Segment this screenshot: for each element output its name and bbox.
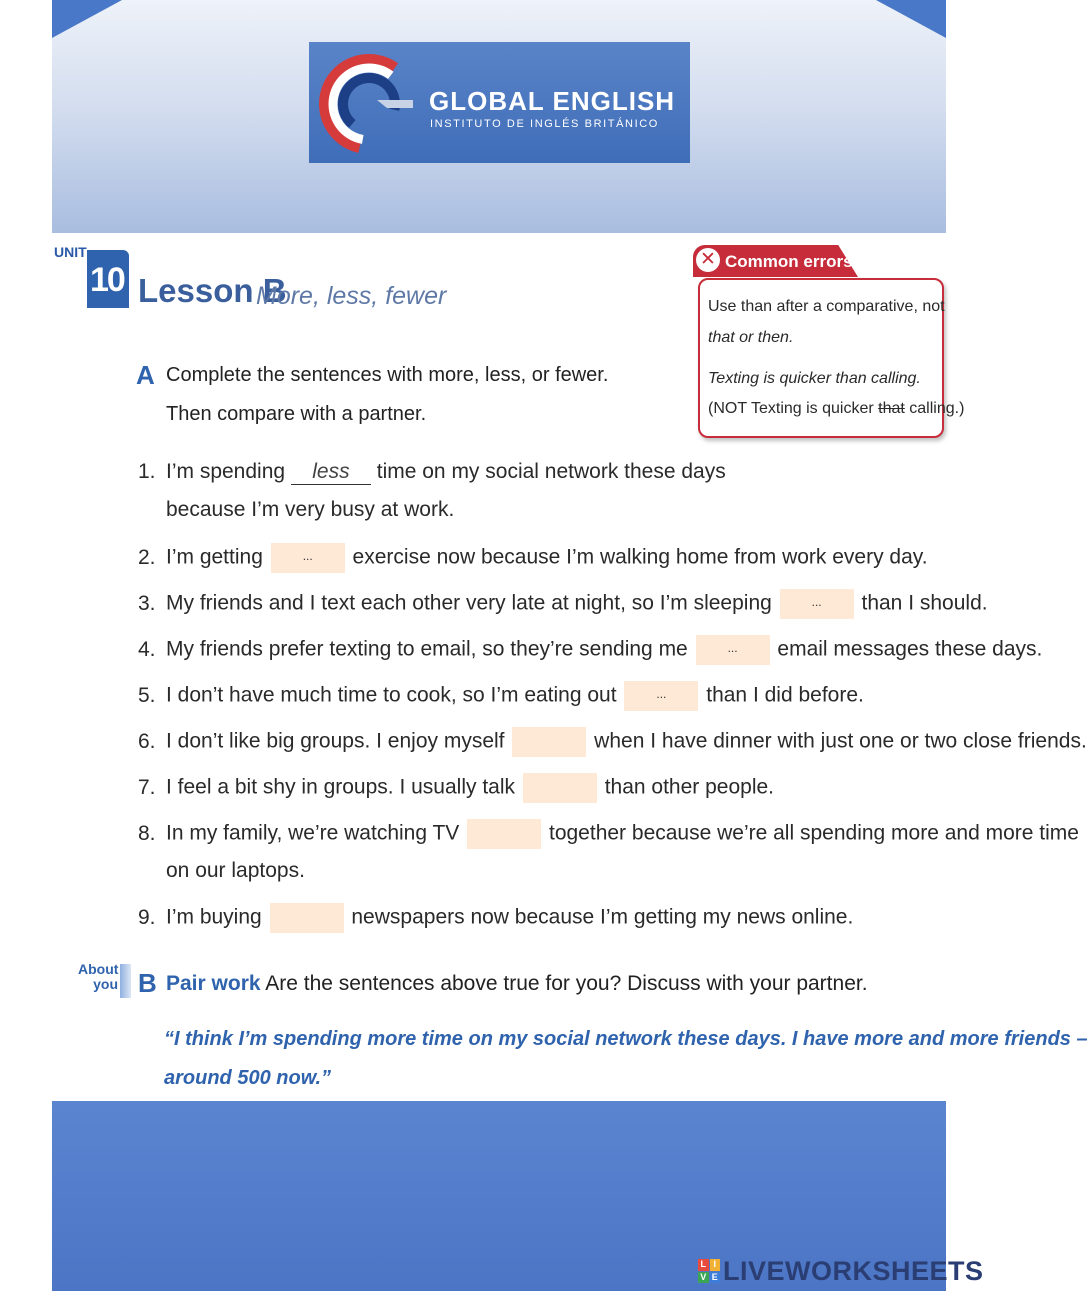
section-a-letter: A: [136, 360, 155, 390]
exercise-item-2: 2. I’m getting ... exercise now because I’m walking home from work every day.: [138, 543, 928, 573]
section-b-letter: B: [138, 968, 157, 998]
common-errors-line: Use than after a comparative, not: [708, 298, 945, 315]
example-quote-continued: around 500 now.”: [164, 1067, 332, 1089]
unit-number: 10: [90, 261, 124, 299]
exercise-item-4: 4. My friends prefer texting to email, so they’re sending me ... email messages these days.: [138, 635, 1042, 665]
lesson-subtitle: More, less, fewer: [256, 282, 447, 310]
answer-blank[interactable]: [512, 727, 586, 757]
answer-blank[interactable]: [467, 819, 541, 849]
section-a-instruction: Then compare with a partner.: [166, 403, 427, 425]
liveworksheets-logo: [698, 1256, 984, 1286]
exercise-item-3: 3. My friends and I text each other very late at night, so I’m sleeping ... than I should.: [138, 589, 988, 619]
exercise-item-1: 1. I’m spending less time on my social network these days: [138, 460, 726, 483]
exercise-item-9: 9. I’m buying newspapers now because I’m getting my news online.: [138, 903, 853, 933]
answer-blank[interactable]: ...: [780, 589, 854, 619]
example-answer: less: [291, 460, 371, 485]
common-errors-not-example: (NOT Texting is quicker that calling.): [708, 400, 965, 417]
answer-blank[interactable]: [523, 773, 597, 803]
section-b-instruction: Pair work Are the sentences above true for you? Discuss with your partner.: [166, 972, 868, 995]
cross-icon: ✕: [696, 248, 720, 272]
section-a-instruction: Complete the sentences with more, less, or fewer.: [166, 364, 609, 386]
lesson-title: Lesson B: [138, 272, 287, 309]
common-errors-example: Texting is quicker than calling.: [708, 370, 921, 387]
globe-logo-icon: [317, 50, 427, 155]
liveworksheets-text: LIVEWORKSHEETS: [723, 1255, 984, 1286]
about-you-label: About you: [78, 961, 119, 992]
exercise-item-5: 5. I don’t have much time to cook, so I’m eating out ... than I did before.: [138, 681, 864, 711]
common-errors-title: Common errors: [725, 252, 853, 271]
struck-word: that: [878, 400, 905, 417]
exercise-item-7: 7. I feel a bit shy in groups. I usually talk than other people.: [138, 773, 774, 803]
logo-subtitle: INSTITUTO DE INGLÉS BRITÁNICO: [430, 118, 659, 130]
logo-brand-text: GLOBAL ENGLISH: [429, 86, 676, 116]
common-errors-line: that or then.: [708, 329, 794, 346]
pair-work-label: Pair work: [166, 972, 261, 995]
answer-blank[interactable]: [270, 903, 344, 933]
exercise-item-8: 8. In my family, we’re watching TV together because we’re all spending more and more time: [138, 819, 1079, 849]
global-english-logo: [309, 42, 690, 163]
answer-blank[interactable]: ...: [624, 681, 698, 711]
answer-blank[interactable]: ...: [696, 635, 770, 665]
exercise-item-8-continued: on our laptops.: [166, 859, 305, 882]
exercise-item-6: 6. I don’t like big groups. I enjoy myself when I have dinner with just one or two close friends.: [138, 727, 1087, 757]
unit-label: UNIT: [54, 244, 87, 260]
about-you-bar: [120, 964, 131, 998]
worksheet-page: [52, 0, 1088, 1291]
answer-blank[interactable]: ...: [271, 543, 345, 573]
liveworksheets-icon: L I V E: [698, 1259, 720, 1283]
example-quote: “I think I’m spending more time on my social network these days. I have more and more friends –: [164, 1028, 1088, 1050]
exercise-item-1-continued: because I’m very busy at work.: [166, 498, 455, 521]
